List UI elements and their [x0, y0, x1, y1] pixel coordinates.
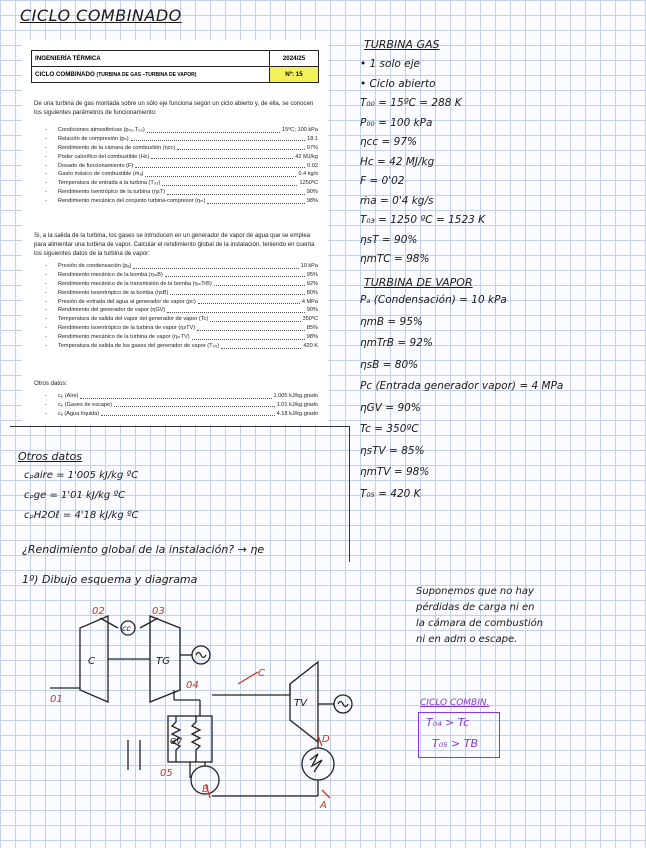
bullet: -: [45, 171, 47, 178]
note-line: • 1 solo eje: [360, 58, 420, 70]
note-line: ηsT = 90%: [360, 233, 418, 246]
note-line: T₀₀ = 15ºC = 288 K: [360, 97, 462, 109]
note-line: Pc (Entrada generador vapor) = 4 MPa: [360, 380, 564, 392]
param-value: 80%: [306, 289, 318, 296]
note-line: ηsTV = 85%: [360, 444, 425, 457]
label-point-a: A: [320, 800, 327, 811]
param-label: Presión de condensación (pₐ): [58, 263, 132, 269]
param-label: Rendimiento mecánico del conjunto turbina-compresor (ηₘ): [58, 198, 206, 205]
param-value: 42 MJ/kg: [295, 153, 318, 160]
note-line: • Ciclo abierto: [360, 77, 436, 90]
condenser-shape: [302, 748, 334, 780]
bullet: -: [45, 263, 47, 269]
bullet: -: [45, 180, 47, 187]
tv-notes-title: TURBINA DE VAPOR: [364, 276, 473, 289]
param-label: cₑ (Agua líquida): [58, 410, 100, 417]
bullet: -: [45, 189, 47, 196]
note-line: ṁa = 0'4 kg/s: [360, 194, 434, 207]
cp-gas-note: cₚge = 1'01 kJ/kg ºC: [24, 490, 126, 501]
bullet: -: [45, 144, 47, 151]
step-1-note: 1º) Dibujo esquema y diagrama: [22, 573, 198, 586]
assumption-line-4: ni en adm o escape.: [416, 634, 518, 645]
param-value: 350ºC: [302, 316, 318, 323]
note-line: P₀₀ = 100 kPa: [360, 116, 433, 129]
combined-cycle-note: CICLO COMBIN.: [420, 698, 490, 708]
bullet: -: [45, 280, 47, 287]
param-value: 18:1: [307, 135, 318, 142]
header-subject: INGENIERÍA TÉRMICA: [32, 51, 270, 67]
header-exercise-name: CICLO COMBINADO: [35, 71, 95, 78]
label-01: 01: [50, 694, 63, 705]
param-label: cₚ (Gases de escape): [58, 401, 113, 408]
note-line: ηsB = 80%: [360, 358, 419, 371]
param-value: 98%: [306, 334, 318, 341]
param-value: 85%: [306, 325, 318, 332]
param-value: 4 MPa: [301, 298, 318, 305]
assumption-line-1: Suponemos que no hay: [416, 586, 534, 597]
param-label: Gasto másico de combustible (ṁₐ): [58, 171, 144, 178]
param-value: 4.18 kJ/kg.grado: [276, 410, 318, 417]
header-year: 2024/25: [270, 51, 319, 67]
cp-air-note: cₚaire = 1'005 kJ/kg ºC: [24, 470, 139, 481]
label-point-b: B: [202, 784, 209, 795]
note-line: Hc = 42 MJ/kg: [360, 155, 435, 168]
label-point-c: C: [258, 668, 265, 679]
param-value: 92%: [306, 280, 318, 287]
bullet: -: [45, 401, 47, 408]
note-line: F = 0'02: [360, 175, 405, 187]
label-compressor: C: [88, 656, 95, 667]
note-line: T₀₃ = 1250 ºC = 1523 K: [360, 214, 486, 226]
bullet: -: [45, 343, 47, 350]
param-value: 0.4 kg/s: [298, 171, 318, 178]
tg-notes-title: TURBINA GAS: [364, 38, 440, 51]
param-label: Rendimiento mecánico de la turbina de vapor (ηₘTV): [58, 334, 190, 341]
bullet: -: [45, 316, 47, 323]
param-label: Rendimiento isoentrópico de la bomba (ηsB): [58, 289, 169, 296]
param-value: 420 K: [303, 343, 318, 350]
param-value: 1250ºC: [299, 180, 318, 187]
note-line: ηmTC = 98%: [360, 253, 430, 265]
label-04: 04: [186, 680, 199, 691]
label-05: 05: [160, 768, 173, 779]
param-value: 15ºC; 100 kPa: [282, 127, 318, 133]
other-data-title: Otros datos:: [34, 380, 68, 387]
param-label: cₚ (Aire): [58, 393, 79, 399]
t04-condition: T₀₄ > Tc: [426, 716, 470, 729]
param-value: 1.01 kJ/kg.grado: [276, 401, 318, 408]
page-title: CICLO COMBINADO: [20, 6, 182, 25]
bullet: -: [45, 271, 47, 278]
param-value: 98%: [306, 198, 318, 205]
label-gas-turbine: TG: [156, 656, 170, 667]
header-exercise-sub: (TURBINA DE GAS –TURBINA DE VAPOR): [96, 72, 197, 78]
param-label: Rendimiento mecánico de la bomba (ηₘB): [58, 271, 163, 278]
bullet: -: [45, 298, 47, 305]
bullet: -: [45, 334, 47, 341]
question-note: ¿Rendimiento global de la instalación? → ηe: [22, 543, 265, 556]
param-value: 90%: [306, 307, 318, 314]
param-value: 95%: [306, 271, 318, 278]
param-value: 1.005 kJ/kg.grado: [273, 393, 318, 399]
bullet: -: [45, 198, 47, 205]
param-label: Rendimiento isentrópico de la turbina (ηsT): [58, 189, 165, 196]
note-line: ηmTrB = 92%: [360, 337, 433, 349]
note-line: ηcc = 97%: [360, 136, 418, 148]
statement-2: Si, a la salida de la turbina, los gases se introducen en un generador de vapor de agua que se emplea para alimentar una turbina de vapor. Calcular el rendimiento global de la instalación, teniendo en cuenta los siguientes datos de la turbina de vapor:: [34, 232, 315, 257]
bullet: -: [45, 307, 47, 314]
param-label: Poder calorífico del combustible (Hc): [58, 153, 150, 160]
param-label: Rendimiento de la cámara de combustión (ηcc): [58, 144, 176, 151]
param-label: Rendimiento mecánico de la transmisión de la bomba (ηₘTrB): [58, 280, 212, 287]
param-label: Condiciones atmosféricas (p₀₀,T₀₀): [58, 127, 145, 133]
header-number: Nº: 15: [270, 67, 319, 83]
param-label: Temperatura de salida de los gases del generador de vapor (T₀₅): [58, 343, 219, 350]
note-line: ηmTV = 98%: [360, 466, 430, 478]
label-02: 02: [92, 606, 105, 617]
param-label: Rendimiento isoentrópico de la turbina de vapor (ηsTV): [58, 325, 196, 332]
param-label: Dosado de funcionamiento (F): [58, 162, 134, 169]
bullet: -: [45, 325, 47, 332]
param-value: 10 kPa: [300, 263, 318, 269]
param-label: Temperatura de salida del vapor del generador de vapor (Tc): [58, 316, 209, 323]
label-steam-turbine: TV: [294, 698, 307, 709]
other-data-note-title: Otros datos: [18, 450, 82, 463]
statement-1: De una turbina de gas montada sobre un sólo eje funciona según un ciclo abierto y, de ella, se conocen los siguientes parámetros de funcionamiento:: [34, 100, 314, 116]
note-line: Tc = 350ºC: [360, 423, 419, 435]
bullet: -: [45, 393, 47, 399]
bullet: -: [45, 153, 47, 160]
note-line: Pₐ (Condensación) = 10 kPa: [360, 294, 507, 306]
bullet: -: [45, 135, 47, 142]
assumption-line-3: la cámara de combustión: [416, 618, 544, 629]
param-label: Relación de compresión (pₙ): [58, 135, 129, 142]
label-gv: GV: [170, 737, 182, 746]
bullet: -: [45, 410, 47, 417]
note-line: T₀₅ = 420 K: [360, 487, 421, 500]
param-value: 90%: [306, 189, 318, 196]
assumption-line-2: pérdidas de carga ni en: [416, 602, 535, 613]
cp-water-note: cₚH2Oℓ = 4'18 kJ/kg ºC: [24, 510, 139, 521]
param-value: 0.02: [307, 162, 318, 169]
param-value: 97%: [306, 144, 318, 151]
label-03: 03: [152, 606, 165, 617]
param-label: Temperatura de entrada a la turbina (T₀₃): [58, 180, 161, 187]
bullet: -: [45, 127, 47, 133]
param-label: Presión de entrada del agua al generador de vapor (pc): [58, 298, 196, 305]
note-line: ηmB = 95%: [360, 315, 423, 328]
bullet: -: [45, 162, 47, 169]
label-point-d: D: [322, 734, 330, 745]
label-cc: cc: [122, 624, 131, 633]
note-line: ηGV = 90%: [360, 401, 421, 414]
bullet: -: [45, 289, 47, 296]
param-label: Rendimiento del generador de vapor (ηGV): [58, 307, 166, 314]
t05-condition: T₀₅ > TB: [432, 737, 479, 750]
